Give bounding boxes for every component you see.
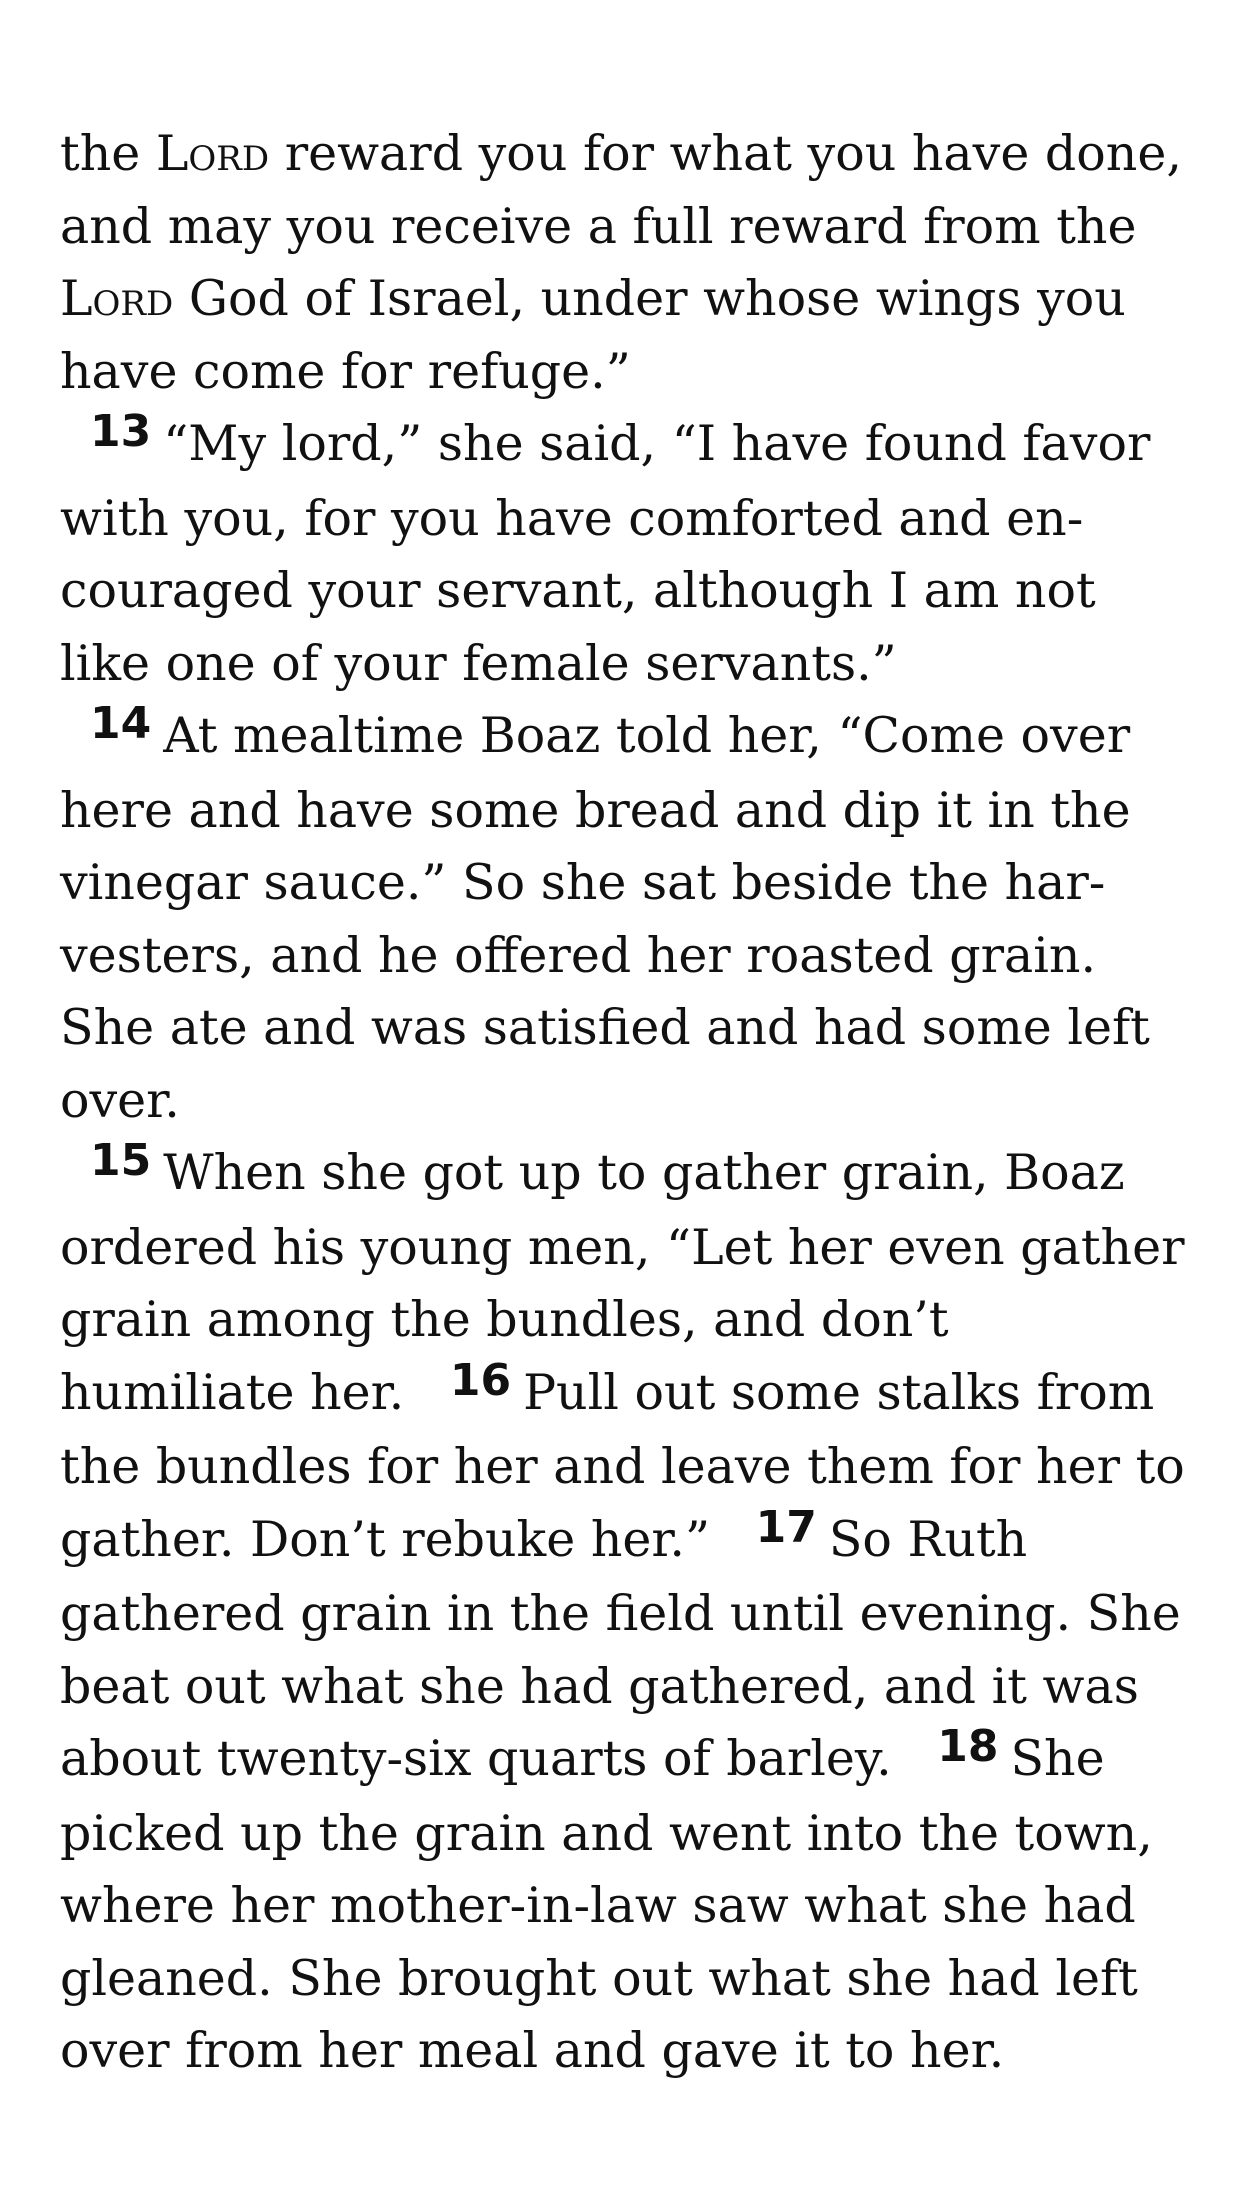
paragraph-verse-13 <box>60 408 1190 700</box>
verse-number[interactable]: 17 <box>755 1501 817 1553</box>
verse-text: She picked up the grain and went into the town, where her mother-in-law saw what she had gleaned. She brought out what she had left over from her meal and gave it to her. <box>60 1730 1153 2079</box>
verse-text: At mealtime Boaz told her, “Come over here and have some bread and dip it in the vinegar sauce.” So she sat beside the harvesters, and he offered her roasted grain. She ate and was satisfied and had some left over. <box>60 707 1150 1129</box>
verse-text: When she got up to gather grain, Boaz ordered his young men, “Let her even gather grain among the bundles, and don’t humiliate her. <box>60 1144 1185 1421</box>
divine-name: Lord <box>60 270 174 327</box>
divine-name: Lord <box>155 125 270 182</box>
verse-number[interactable]: 15 <box>90 1135 152 1186</box>
verse-text: Pull out some stalks from the bundles for her and leave them for her to gather. Don’t rebuke her.” <box>60 1363 1185 1568</box>
reader-page[interactable] <box>60 118 1190 2088</box>
paragraph-verse-15 <box>60 1137 1190 2088</box>
verse-number[interactable]: 14 <box>90 698 152 749</box>
text-segment: the <box>60 125 141 182</box>
verse-number[interactable]: 13 <box>90 406 152 457</box>
paragraph-continuation <box>60 118 1190 408</box>
verse-text: “My lord,” she said, “I have found favor with you, for you have comforted and encouraged your servant, although I am not like one of your female servants.” <box>60 415 1151 692</box>
verse-text: So Ruth gathered grain in the field until evening. She beat out what she had gathered, and it was about twenty-six quarts of barley. <box>60 1510 1181 1787</box>
text-segment: reward you for what you have done, and may you receive a full reward from the <box>60 125 1182 255</box>
text-segment: God of Israel, under whose wings you have come for refuge.” <box>60 270 1126 400</box>
verse-number[interactable]: 18 <box>937 1721 999 1772</box>
verse-number[interactable]: 16 <box>449 1354 512 1406</box>
paragraph-verse-14 <box>60 700 1190 1137</box>
